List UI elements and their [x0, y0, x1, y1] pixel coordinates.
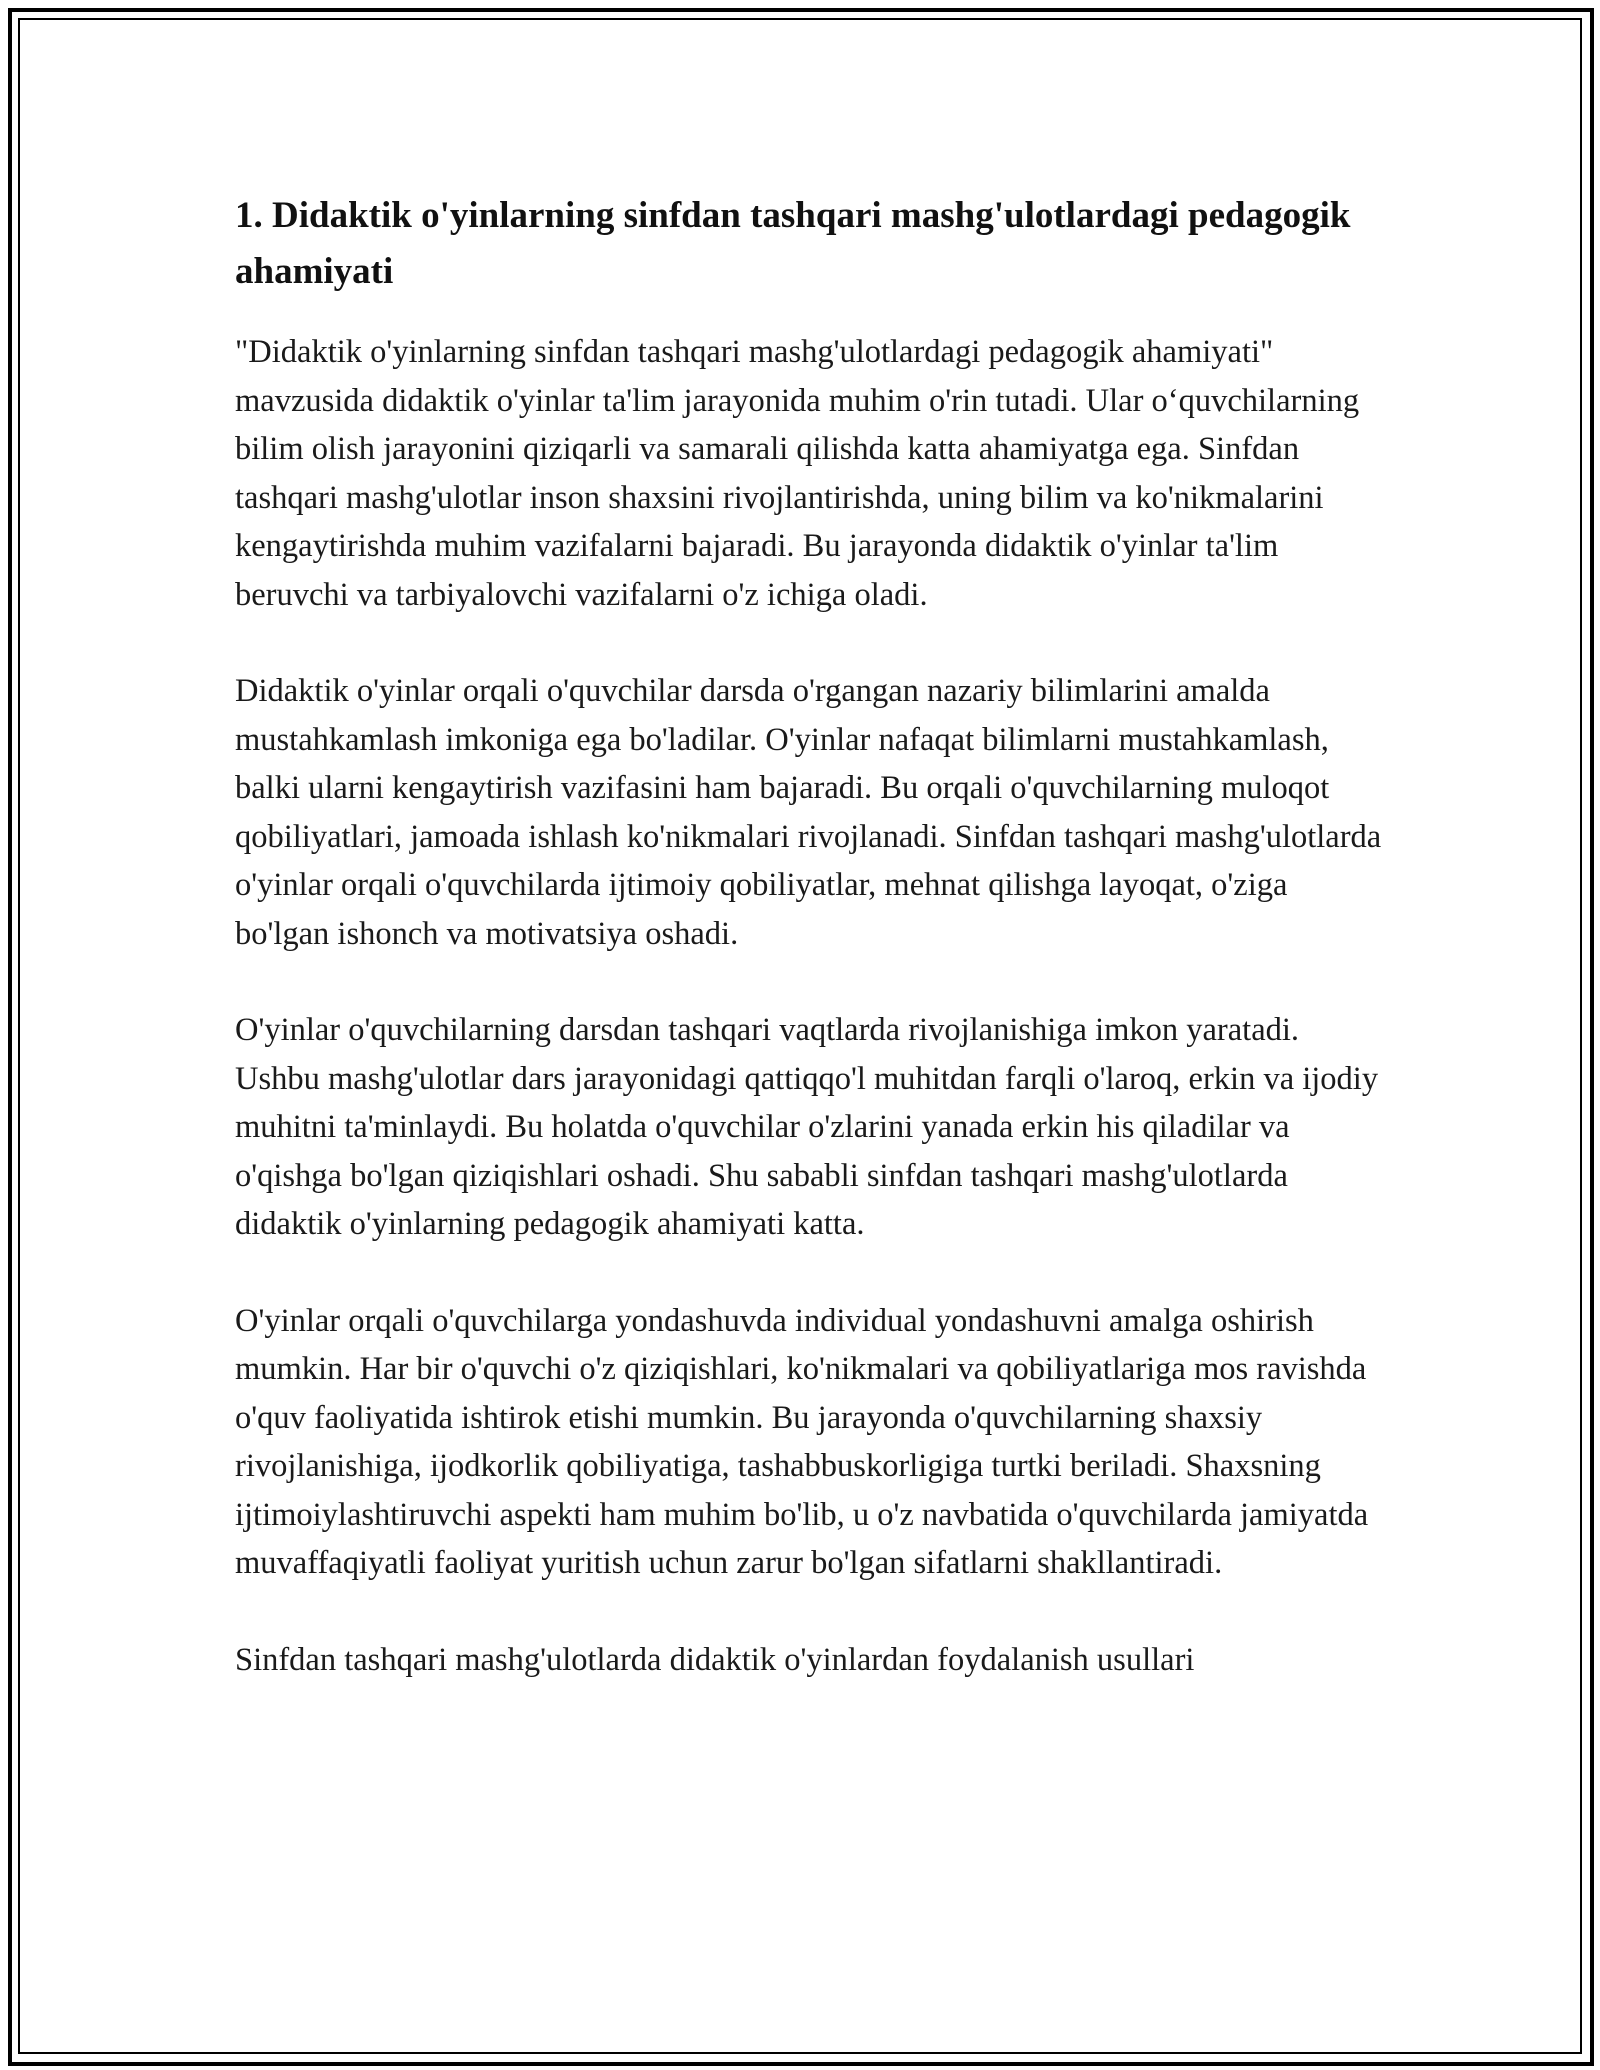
paragraph-3: O'yinlar o'quvchilarning darsdan tashqari vaqtlarda rivojlanishiga imkon yaratadi. Ushbu mashg'ulotlar dars jarayonidagi qattiqqo'l muhitdan farqli o'laroq, erkin va ijodiy muhitni ta'minlaydi. Bu holatda o'quvchilar o'zlarini yanada erkin his qiladilar va o'qishga bo'lgan qiziqishlari oshadi. Shu sababli sinfdan tashqari mashg'ulotlarda didaktik o'yinlarning pedagogik ahamiyati katta.	[235, 1012, 1379, 1242]
document-body	[235, 188, 1385, 1732]
section-heading: 1. Didaktik o'yinlarning sinfdan tashqari mashg'ulotlardagi pedagogik ahamiyati	[235, 195, 1351, 292]
paragraph-2: Didaktik o'yinlar orqali o'quvchilar darsda o'rgangan nazariy bilimlarini amalda mustahkamlash imkoniga ega bo'ladilar. O'yinlar nafaqat bilimlarni mustahkamlash, balki ularni kengaytirish vazifasini ham bajaradi. Bu orqali o'quvchilarning muloqot qobiliyatlari, jamoada ishlash ko'nikmalari rivojlanadi. Sinfdan tashqari mashg'ulotlarda o'yinlar orqali o'quvchilarda ijtimoiy qobiliyatlar, mehnat qilishga layoqat, o'ziga bo'lgan ishonch va motivatsiya oshadi.	[235, 673, 1382, 952]
paragraph-4: O'yinlar orqali o'quvchilarga yondashuvda individual yondashuvni amalga oshirish mumkin. Har bir o'quvchi o'z qiziqishlari, ko'nikmalari va qobiliyatlariga mos ravishda o'quv faoliyatida ishtirok etishi mumkin. Bu jarayonda o'quvchilarning shaxsiy rivojlanishiga, ijodkorlik qobiliyatiga, tashabbuskorligiga turtki beriladi. Shaxsning ijtimoiylashtiruvchi aspekti ham muhim bo'lib, u o'z navbatida o'quvchilarda jamiyatda muvaffaqiyatli faoliyat yuritish uchun zarur bo'lgan sifatlarni shakllantiradi.	[235, 1302, 1369, 1581]
paragraph-5: Sinfdan tashqari mashg'ulotlarda didaktik o'yinlardan foydalanish usullari	[235, 1641, 1195, 1678]
paragraph-1: "Didaktik o'yinlarning sinfdan tashqari mashg'ulotlardagi pedagogik ahamiyati" mavzusida didaktik o'yinlar ta'lim jarayonida muhim o'rin tutadi. Ular o‘quvchilarning bilim olish jarayonini qiziqarli va samarali qilishda katta ahamiyatga ega. Sinfdan tashqari mashg'ulotlar inson shaxsini rivojlantirishda, uning bilim va ko'nikmalarini kengaytirishda muhim vazifalarni bajaradi. Bu jarayonda didaktik o'yinlar ta'lim beruvchi va tarbiyalovchi vazifalarni o'z ichiga oladi.	[235, 334, 1360, 613]
